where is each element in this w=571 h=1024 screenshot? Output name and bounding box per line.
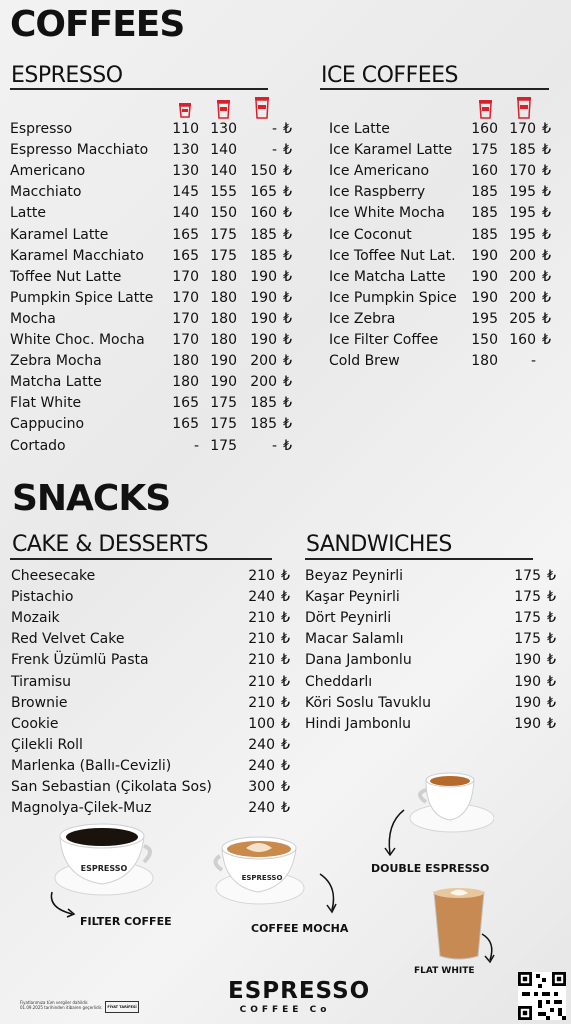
menu-row: [305, 629, 559, 650]
currency: ₺: [283, 121, 292, 137]
brand-logo-sub: COFFEE Co: [239, 1005, 331, 1015]
price: 210: [248, 631, 275, 648]
item-name: Toffee Nut Latte: [10, 268, 122, 285]
currency: ₺: [281, 568, 290, 584]
currency: ₺: [542, 310, 551, 327]
price-note-line2: 01.09.2025 tarihinden itibaren geçerlidir.: [20, 1005, 103, 1010]
menu-row: [305, 650, 559, 671]
cup-brand-text: ESPRESSO: [80, 864, 128, 873]
price-medium: 190: [471, 247, 498, 264]
currency: ₺: [542, 268, 551, 285]
price-medium: 190: [471, 268, 498, 285]
price-medium: 180: [210, 332, 237, 348]
price-small: 130: [172, 163, 199, 180]
currency: ₺: [283, 163, 292, 180]
currency: ₺: [283, 289, 292, 306]
item-name: Macchiato: [10, 184, 82, 201]
menu-row: [329, 246, 554, 267]
item-name: Ice Matcha Latte: [329, 268, 446, 285]
currency: ₺: [281, 631, 290, 648]
currency: ₺: [547, 715, 556, 732]
price-medium: 185: [471, 226, 498, 243]
ice-coffees-title: ICE COFFEES: [321, 63, 458, 88]
item-name: Zebra Mocha: [10, 353, 102, 370]
price-small: 180: [172, 374, 199, 391]
price-large: 160: [250, 205, 277, 222]
price-medium: 155: [210, 184, 237, 201]
price: 210: [248, 610, 275, 627]
price: 210: [248, 568, 275, 584]
item-name: White Choc. Mocha: [10, 332, 145, 348]
currency: ₺: [542, 289, 551, 306]
price-large: -: [271, 121, 277, 137]
item-name: Espresso: [10, 121, 73, 137]
currency: ₺: [547, 610, 556, 627]
item-name: Ice Pumpkin Spice: [329, 289, 457, 306]
price: 175: [514, 610, 541, 627]
price: 300: [248, 779, 275, 795]
price-medium: 190: [210, 374, 237, 391]
price-small: -: [193, 437, 199, 454]
price-small: 165: [172, 247, 199, 264]
price-medium: 190: [471, 289, 498, 306]
price-medium: 160: [471, 163, 498, 180]
price-medium: 175: [210, 226, 237, 243]
price-large: 200: [509, 289, 536, 306]
menu-row: [11, 566, 293, 587]
price-note: [20, 1000, 102, 1010]
currency: ₺: [283, 142, 292, 159]
currency: ₺: [283, 247, 292, 264]
item-name: Ice Toffee Nut Lat.: [329, 247, 456, 264]
price-small: 180: [172, 353, 199, 370]
currency: ₺: [283, 332, 292, 348]
currency: ₺: [281, 610, 290, 627]
item-name: Mocha: [10, 310, 56, 327]
price-large: 190: [250, 310, 277, 327]
currency: ₺: [281, 589, 290, 606]
price: 240: [248, 757, 275, 774]
menu-row: [329, 288, 554, 309]
item-name: Americano: [10, 163, 86, 180]
double-espresso-label: DOUBLE ESPRESSO: [371, 862, 490, 875]
item-name: Ice Filter Coffee: [329, 332, 439, 348]
currency: ₺: [547, 589, 556, 606]
price-small: 170: [172, 332, 199, 348]
item-name: Beyaz Peynirli: [305, 568, 404, 584]
menu-row: [329, 140, 554, 161]
price-small: 165: [172, 226, 199, 243]
menu-row: [11, 756, 293, 777]
item-name: San Sebastian (Çikolata Sos): [11, 779, 212, 795]
item-name: Köri Soslu Tavuklu: [305, 694, 431, 711]
price-large: -: [271, 142, 277, 159]
menu-row: [11, 672, 293, 693]
menu-row: [329, 119, 554, 140]
menu-row: [329, 225, 554, 246]
currency: ₺: [542, 184, 551, 201]
large-cup-icon: [254, 96, 270, 119]
price-large: 195: [509, 205, 536, 222]
coffee-mocha-label: COFFEE MOCHA: [251, 922, 349, 935]
price: 190: [514, 673, 541, 690]
item-name: Flat White: [10, 395, 82, 412]
menu-row: [305, 693, 559, 714]
menu-row: [10, 246, 295, 267]
item-name: Frenk Üzümlü Pasta: [11, 652, 149, 669]
medium-cup-icon: [478, 99, 493, 119]
currency: ₺: [283, 353, 292, 370]
menu-row: [329, 351, 554, 372]
menu-row: [11, 735, 293, 756]
price: 240: [248, 589, 275, 606]
currency: ₺: [281, 800, 290, 817]
item-name: Ice Coconut: [329, 226, 412, 243]
currency: ₺: [542, 205, 551, 222]
brand-logo: [228, 978, 371, 1016]
menu-row: [10, 351, 295, 372]
menu-row: [329, 267, 554, 288]
price-large: 205: [509, 310, 536, 327]
menu-row: [11, 714, 293, 735]
menu-row: [11, 650, 293, 671]
qr-code-icon[interactable]: [518, 972, 566, 1020]
price-medium: 175: [471, 142, 498, 159]
currency: ₺: [281, 779, 290, 795]
price-medium: 175: [210, 247, 237, 264]
price-large: 185: [250, 416, 277, 433]
price-small: 170: [172, 289, 199, 306]
menu-row: [329, 182, 554, 203]
item-name: Macar Salamlı: [305, 631, 404, 648]
price: 175: [514, 568, 541, 584]
price-tariff-badge: FİYAT TARİFESİ: [105, 1001, 139, 1013]
menu-row: [329, 330, 554, 351]
item-name: Pumpkin Spice Latte: [10, 289, 154, 306]
arrow-icon: [46, 890, 80, 920]
menu-row: [10, 330, 295, 351]
item-name: Red Velvet Cake: [11, 631, 125, 648]
menu-row: [10, 436, 295, 457]
currency: ₺: [547, 694, 556, 711]
ice-coffees-rule: [320, 88, 549, 90]
menu-row: [10, 182, 295, 203]
currency: ₺: [281, 673, 290, 690]
price-medium: 175: [210, 395, 237, 412]
sandwiches-rule: [305, 558, 533, 560]
menu-row: [329, 309, 554, 330]
menu-row: [10, 267, 295, 288]
price-large: 195: [509, 184, 536, 201]
item-name: Brownie: [11, 694, 68, 711]
currency: ₺: [542, 226, 551, 243]
price-large: 170: [509, 121, 536, 137]
price-large: 185: [509, 142, 536, 159]
menu-row: [10, 140, 295, 161]
item-name: Ice Latte: [329, 121, 390, 137]
price-medium: 150: [210, 205, 237, 222]
price: 100: [248, 715, 275, 732]
item-name: Ice Americano: [329, 163, 430, 180]
currency: ₺: [542, 163, 551, 180]
menu-row: [10, 393, 295, 414]
filter-coffee-label: FILTER COFFEE: [80, 915, 172, 928]
item-name: Tiramisu: [11, 673, 72, 690]
menu-row: [329, 203, 554, 224]
item-name: Ice Karamel Latte: [329, 142, 453, 159]
currency: ₺: [281, 652, 290, 669]
menu-row: [305, 714, 559, 735]
price-medium: 175: [210, 437, 237, 454]
menu-row: [10, 119, 295, 140]
price-large: 190: [250, 268, 277, 285]
medium-cup-icon: [216, 99, 231, 119]
price-medium: 140: [210, 142, 237, 159]
currency: ₺: [547, 673, 556, 690]
item-name: Cookie: [11, 715, 59, 732]
price-large: 150: [250, 163, 277, 180]
price-medium: 185: [471, 205, 498, 222]
price-note-line1: Fiyatlarımıza tüm vergiler dahildir.: [20, 1000, 89, 1005]
flat-white-label: FLAT WHITE: [414, 966, 475, 976]
item-name: Karamel Latte: [10, 226, 109, 243]
menu-row: [10, 203, 295, 224]
item-name: Cortado: [10, 437, 66, 454]
sandwiches-title: SANDWICHES: [306, 532, 452, 557]
menu-row: [11, 693, 293, 714]
item-name: Mozaik: [11, 610, 60, 627]
price-large: 165: [250, 184, 277, 201]
cake-desserts-rule: [10, 558, 272, 560]
price-small: 130: [172, 142, 199, 159]
currency: ₺: [283, 374, 292, 391]
menu-row: [11, 587, 293, 608]
item-name: Matcha Latte: [10, 374, 102, 391]
price-small: 140: [172, 205, 199, 222]
currency: ₺: [542, 142, 551, 159]
price-medium: 130: [210, 121, 237, 137]
price-large: 200: [509, 268, 536, 285]
currency: ₺: [281, 715, 290, 732]
item-name: Kaşar Peynirli: [305, 589, 400, 606]
menu-row: [305, 608, 559, 629]
price-large: 200: [250, 353, 277, 370]
price-medium: 180: [210, 268, 237, 285]
price: 240: [248, 800, 275, 817]
price-large: -: [271, 437, 277, 454]
price-medium: 190: [210, 353, 237, 370]
price: 175: [514, 589, 541, 606]
currency: ₺: [283, 268, 292, 285]
cake-desserts-title: CAKE & DESSERTS: [12, 532, 209, 557]
price-large: 185: [250, 395, 277, 412]
item-name: Cheesecake: [11, 568, 96, 584]
price-large: 195: [509, 226, 536, 243]
currency: ₺: [547, 568, 556, 584]
price: 210: [248, 694, 275, 711]
price-medium: 180: [471, 353, 498, 370]
espresso-title: ESPRESSO: [11, 63, 123, 88]
menu-row: [11, 798, 293, 819]
price-medium: 195: [471, 310, 498, 327]
price: 210: [248, 652, 275, 669]
price: 240: [248, 736, 275, 753]
item-name: Pistachio: [11, 589, 74, 606]
currency: ₺: [283, 437, 292, 454]
item-name: Magnolya-Çilek-Muz: [11, 800, 152, 817]
item-name: Dört Peynirli: [305, 610, 392, 627]
price-medium: 175: [210, 416, 237, 433]
menu-row: [305, 587, 559, 608]
price-small: 170: [172, 310, 199, 327]
price-medium: 180: [210, 289, 237, 306]
price-large: 190: [250, 332, 277, 348]
item-name: Cappucino: [10, 416, 85, 433]
coffee-mocha-cup-image: [212, 830, 310, 910]
item-name: Dana Jambonlu: [305, 652, 412, 669]
menu-row: [10, 225, 295, 246]
menu-row: [11, 629, 293, 650]
price-large: 185: [250, 226, 277, 243]
price: 190: [514, 694, 541, 711]
price-small: 110: [172, 121, 199, 137]
menu-row: [305, 566, 559, 587]
price-small: 170: [172, 268, 199, 285]
currency: ₺: [542, 247, 551, 264]
double-espresso-cup-image: [404, 768, 494, 838]
price-medium: 180: [210, 310, 237, 327]
currency: ₺: [547, 652, 556, 669]
filter-coffee-cup-image: [52, 818, 156, 900]
brand-logo-main: ESPRESSO: [228, 978, 371, 1004]
item-name: Cheddarlı: [305, 673, 373, 690]
price-large: 190: [250, 289, 277, 306]
menu-row: [10, 414, 295, 435]
menu-row: [10, 161, 295, 182]
currency: ₺: [281, 757, 290, 774]
espresso-rule: [10, 88, 268, 90]
price-small: 165: [172, 416, 199, 433]
item-name: Hindi Jambonlu: [305, 715, 411, 732]
menu-row: [10, 309, 295, 330]
currency: ₺: [547, 631, 556, 648]
menu-row: [10, 288, 295, 309]
currency: ₺: [283, 310, 292, 327]
item-name: Marlenka (Ballı-Cevizli): [11, 757, 172, 774]
price: 210: [248, 673, 275, 690]
item-name: Ice Zebra: [329, 310, 396, 327]
price: 190: [514, 715, 541, 732]
price-large: 170: [509, 163, 536, 180]
currency: ₺: [283, 205, 292, 222]
currency: ₺: [542, 121, 551, 137]
price-large: 200: [250, 374, 277, 391]
arrow-icon: [382, 808, 412, 860]
currency: ₺: [283, 395, 292, 412]
currency: ₺: [283, 226, 292, 243]
price-medium: 185: [471, 184, 498, 201]
item-name: Latte: [10, 205, 46, 222]
small-cup-icon: [178, 101, 192, 119]
item-name: Ice Raspberry: [329, 184, 426, 201]
arrow-icon: [478, 932, 498, 966]
item-name: Ice White Mocha: [329, 205, 445, 222]
item-name: Karamel Macchiato: [10, 247, 144, 264]
price-medium: 160: [471, 121, 498, 137]
menu-row: [10, 372, 295, 393]
currency: ₺: [281, 736, 290, 753]
price-medium: 150: [471, 332, 498, 348]
item-name: Çilekli Roll: [11, 736, 83, 753]
price-large: 185: [250, 247, 277, 264]
currency: ₺: [283, 416, 292, 433]
currency: ₺: [542, 332, 551, 348]
menu-row: [11, 608, 293, 629]
arrow-icon: [310, 872, 340, 916]
large-cup-icon: [516, 96, 532, 119]
price-medium: 140: [210, 163, 237, 180]
item-name: Cold Brew: [329, 353, 400, 370]
price-large: -: [530, 353, 536, 370]
price: 190: [514, 652, 541, 669]
menu-row: [305, 672, 559, 693]
cup-brand-text: ESPRESSO: [241, 874, 283, 882]
currency: ₺: [281, 694, 290, 711]
price-large: 160: [509, 332, 536, 348]
price-small: 145: [172, 184, 199, 201]
menu-row: [329, 161, 554, 182]
price-large: 200: [509, 247, 536, 264]
snacks-heading: SNACKS: [12, 478, 171, 519]
coffees-heading: COFFEES: [10, 4, 185, 45]
price-small: 165: [172, 395, 199, 412]
price: 175: [514, 631, 541, 648]
item-name: Espresso Macchiato: [10, 142, 149, 159]
menu-row: [11, 777, 293, 798]
currency: ₺: [283, 184, 292, 201]
